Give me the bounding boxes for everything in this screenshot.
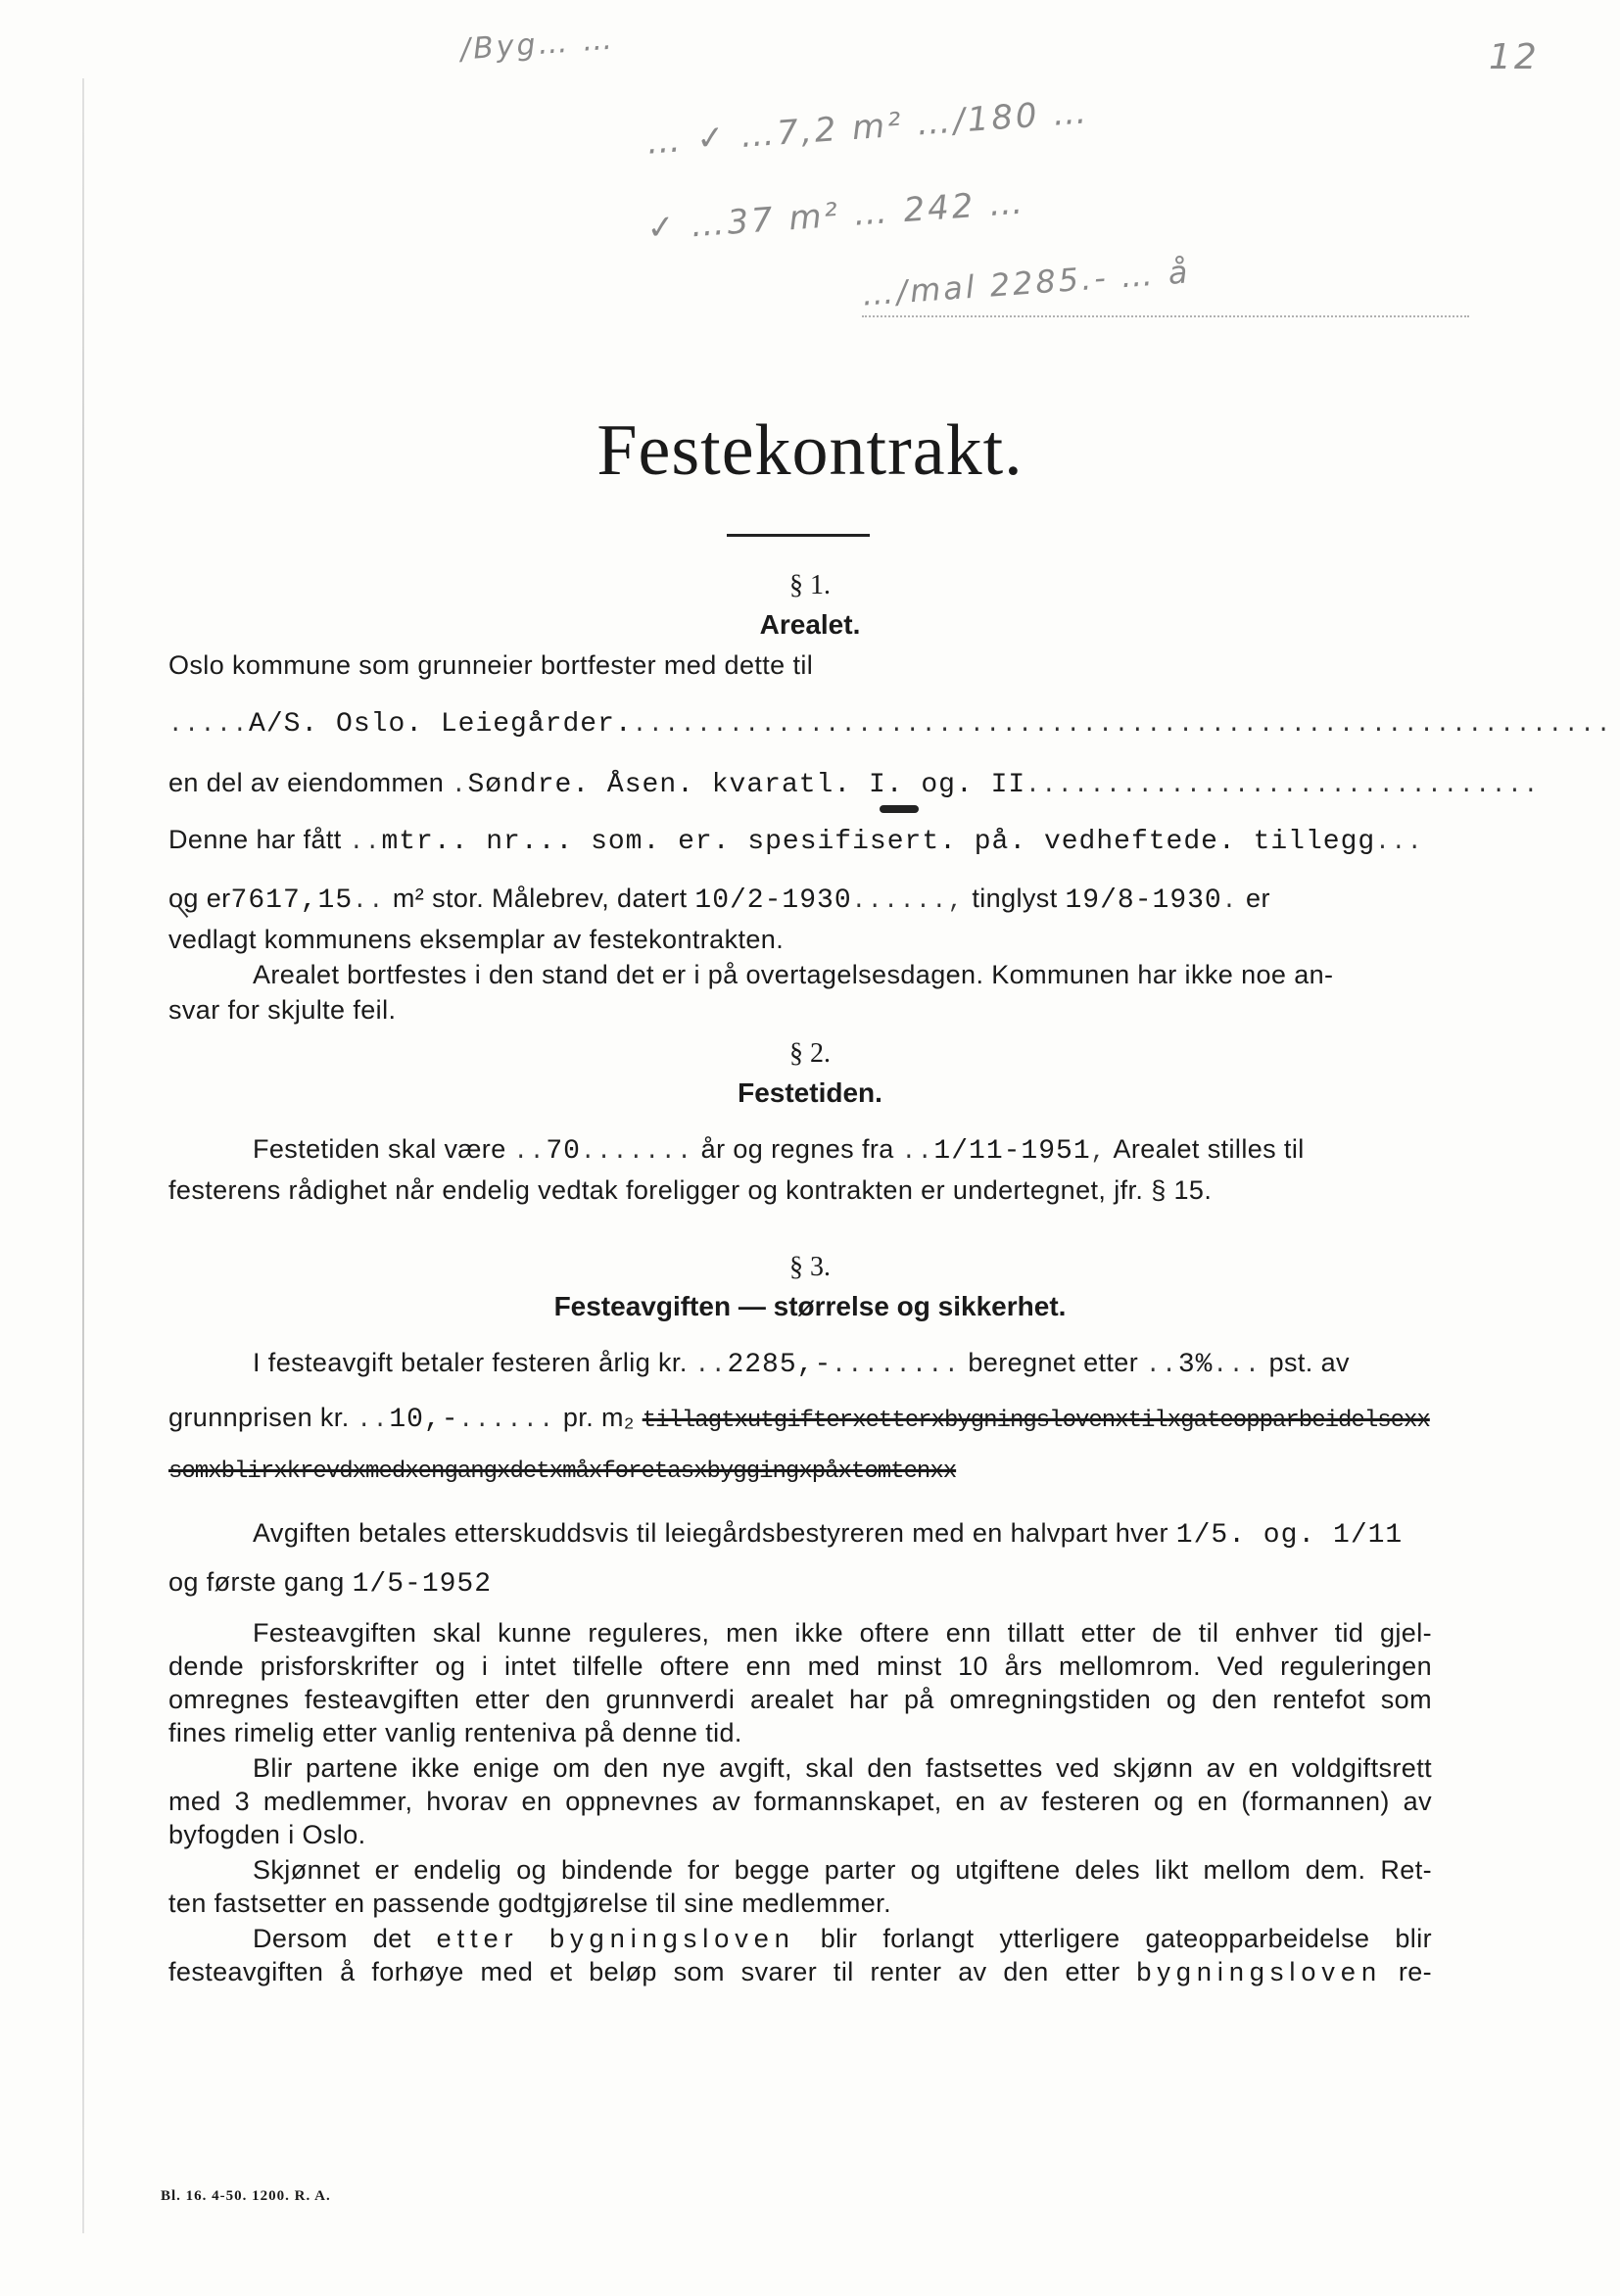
- first-payment-line: [168, 1567, 1432, 1600]
- handwritten-underline: [862, 315, 1469, 317]
- field-label: år og regnes fra: [700, 1134, 894, 1164]
- field-label: Avgiften betales etterskuddsvis til leiegårdsbestyreren med en halvpart hver: [253, 1518, 1168, 1548]
- text-span: bygningsloven: [1136, 1957, 1382, 1986]
- text-span: festeavgiften å forhøye med et beløp som svarer til renter av den etter: [168, 1957, 1120, 1986]
- lessee-field: A/S. Oslo. Leiegårder.: [249, 709, 633, 740]
- handwritten-note: … ✓ …7,2 m² …/180 …: [645, 92, 1091, 163]
- section-number: § 1.: [789, 570, 831, 600]
- section-number: § 2.: [789, 1038, 831, 1069]
- field-label: og er: [168, 884, 231, 913]
- field-label: tinglyst: [972, 884, 1058, 913]
- fee-rate-field: 3%: [1177, 1350, 1214, 1380]
- term-line: Festetiden skal være ..70....... år og regnes fra ..1/11-1951, Arealet stilles til: [253, 1134, 1305, 1167]
- section-text: svar for skjulte feil.: [168, 995, 397, 1025]
- handwritten-note: …/mal 2285.- … å: [861, 253, 1192, 313]
- survey-date-field: 10/2-1930: [694, 885, 852, 916]
- scan-edge-shadow: [82, 78, 84, 2233]
- section-text: [168, 1957, 1432, 1987]
- field-label: grunnprisen kr.: [168, 1403, 350, 1432]
- field-label: og første gang: [168, 1567, 345, 1597]
- section-heading: Festeavgiften — størrelse og sikkerhet.: [553, 1291, 1067, 1321]
- payment-dates-field: 1/5. og. 1/11: [1175, 1520, 1404, 1551]
- term-start-field: 1/11-1951: [933, 1136, 1091, 1167]
- first-payment-field: 1/5-1952: [352, 1569, 493, 1600]
- section-text: Blir partene ikke enige om den nye avgift, skal den fastsettes ved skjønn av en voldgiftsrett: [253, 1753, 1432, 1783]
- handwritten-note: /Byg… …: [458, 22, 617, 68]
- section-text: Festeavgiften skal kunne reguleres, men ikke oftere enn tillatt etter de til enhver tid gjel-: [253, 1618, 1432, 1648]
- struck-text: tillagtxutgifterxetterxbygningslovenxtilxgateopparbeidelsexx: [642, 1408, 1430, 1434]
- fee-amount-field: 2285,-: [727, 1350, 833, 1380]
- section-text: fines rimelig etter vanlig renteniva på denne tid.: [168, 1718, 742, 1747]
- section-text: festerens rådighet når endelig vedtak foreligger og kontrakten er undertegnet, jfr. § 15.: [168, 1175, 1213, 1205]
- field-label: er: [1246, 884, 1270, 913]
- term-years-field: 70: [546, 1136, 581, 1167]
- section-text: Oslo kommune som grunneier bortfester med dette til: [168, 650, 814, 680]
- registered-date-field: 19/8-1930: [1065, 885, 1222, 916]
- field-label: I festeavgift betaler festeren årlig kr.: [253, 1348, 688, 1377]
- property-line: en del av eiendommen .Søndre. Åsen. kvaratl. I. og. II................................: [168, 768, 1541, 800]
- property-field: Søndre. Åsen. kvaratl. I. og. II: [467, 770, 1026, 800]
- price-amount-field: 10,-: [389, 1405, 459, 1435]
- text-span: Dersom det: [253, 1924, 411, 1953]
- field-label: Festetiden skal være: [253, 1134, 506, 1164]
- field-label: Arealet stilles til: [1113, 1134, 1305, 1164]
- section-text: Skjønnet er endelig og bindende for begge parter og utgiftene deles likt mellom dem. Ret-: [253, 1855, 1432, 1885]
- section-text: omregnes festeavgiften etter den grunnverdi arealet har på omregningstiden og den rentefot som: [168, 1685, 1432, 1714]
- section-text: byfogden i Oslo.: [168, 1820, 366, 1849]
- text-span: etter bygningsloven: [436, 1924, 795, 1953]
- section-text: med 3 medlemmer, hvorav en oppnevnes av formannskapet, en av festeren og en (formannen) av: [168, 1787, 1432, 1816]
- area-line: og er7617,15.. m² stor. Målebrev, datert 10/2-1930......, tinglyst 19/8-1930. er: [168, 884, 1270, 916]
- section-text: Arealet bortfestes i den stand det er i på overtagelsesdagen. Kommunen har ikke noe an-: [253, 960, 1334, 989]
- field-label: m² stor. Målebrev, datert: [392, 884, 688, 913]
- field-label: Denne har fått: [168, 825, 342, 854]
- section-heading: Arealet.: [759, 609, 861, 640]
- registry-field: mtr.. nr... som. er. spesifisert. på. vedheftede. tillegg: [381, 827, 1376, 857]
- form-code: Bl. 16. 4-50. 1200. R. A.: [161, 2188, 331, 2204]
- field-label: beregnet etter: [968, 1348, 1139, 1377]
- area-field: 7617,15: [230, 885, 354, 916]
- field-label: pst. av: [1268, 1348, 1350, 1377]
- section-number: § 3.: [789, 1252, 831, 1282]
- field-label: pr. m₂: [562, 1403, 635, 1432]
- section-text: vedlagt kommunens eksemplar av festekontrakten.: [168, 925, 785, 954]
- text-span: re-: [1398, 1957, 1433, 1986]
- field-label: en del av eiendommen: [168, 768, 445, 797]
- fee-line: I festeavgift betaler festeren årlig kr. ..2285,-........ beregnet etter ..3%... pst. av: [253, 1348, 1350, 1380]
- handwritten-note: ✓ …37 m² … 242 …: [645, 182, 1027, 249]
- struck-text: somxblirxkrevdxmedxengangxdetxmåxforetasxbyggingxpåxtomtenxx: [168, 1459, 957, 1485]
- section-heading: Festetiden.: [738, 1077, 882, 1108]
- title-underline: [727, 534, 870, 537]
- text-span: blir forlangt ytterligere gateopparbeidelse blir: [820, 1924, 1432, 1953]
- struck-line: [168, 1454, 1432, 1485]
- payment-line: [253, 1518, 1432, 1551]
- section-text: dende prisforskrifter og i intet tilfelle oftere enn med minst 10 års mellomrom. Ved reguleringen: [168, 1651, 1432, 1681]
- page-number: 12: [1489, 37, 1540, 77]
- section-text: [253, 1924, 1432, 1954]
- registry-line: Denne har fått ..mtr.. nr... som. er. spesifisert. på. vedheftede. tillegg...: [168, 825, 1424, 857]
- document-title: Festekontrakt.: [596, 410, 1024, 491]
- section-text: ten fastsetter en passende godtgjørelse til sine medlemmer.: [168, 1889, 891, 1918]
- lessee-line: .....A/S. Oslo. Leiegårder..............................................................: [168, 709, 1613, 740]
- ink-blot: [880, 805, 919, 813]
- price-line: grunnprisen kr. ..10,-...... pr. m₂ tillagtxutgifterxetterxbygningslovenxtilxgateopparbeidelsexx: [168, 1403, 1430, 1435]
